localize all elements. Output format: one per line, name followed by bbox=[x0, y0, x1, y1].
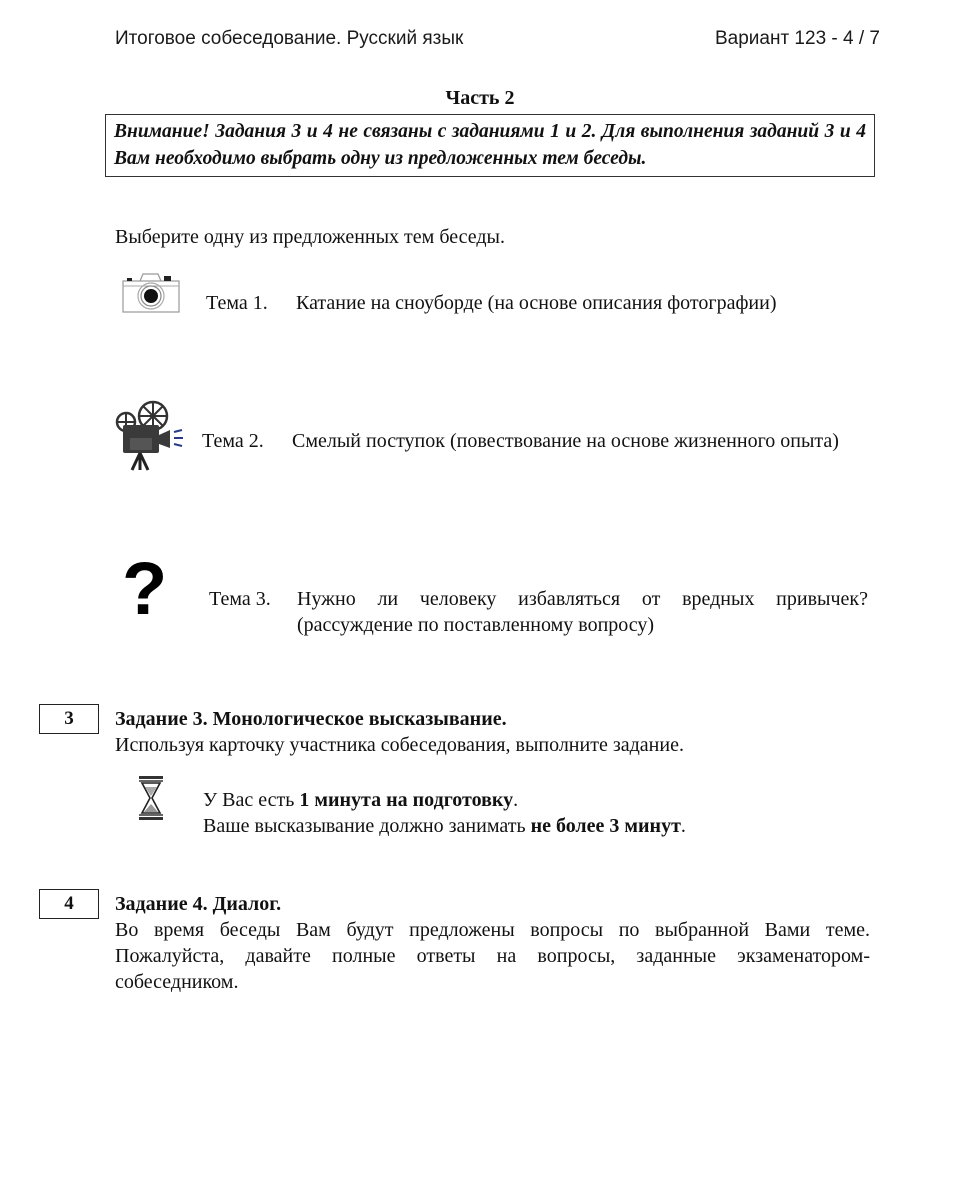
preparation-time: 1 минута на подготовку bbox=[299, 789, 514, 811]
task-4-instruction: Во время беседы Вам будут предложены вопросы по выбранной Вами теме. Пожалуйста, давайте полные ответы на вопросы, заданные экзаменатором-собеседником. bbox=[115, 919, 870, 993]
answer-time-line: Ваше высказывание должно занимать не более 3 минут. bbox=[203, 815, 686, 837]
topic-1-label: Тема 1. bbox=[206, 292, 268, 314]
task-3-number-box: 3 bbox=[39, 704, 99, 734]
topic-3-label: Тема 3. bbox=[209, 588, 271, 610]
task-3-title: Задание 3. Монологическое высказывание. bbox=[115, 708, 507, 730]
task-3-timer-info bbox=[203, 787, 686, 839]
attention-notice-box: Внимание! Задания 3 и 4 не связаны с заданиями 1 и 2. Для выполнения заданий 3 и 4 Вам необходимо выбрать одну из предложенных тем беседы. bbox=[105, 114, 875, 177]
part-title: Часть 2 bbox=[445, 87, 515, 109]
preparation-time-line: У Вас есть 1 минута на подготовку. bbox=[203, 789, 519, 811]
topic-2-label: Тема 2. bbox=[202, 430, 264, 452]
task-4 bbox=[115, 891, 870, 995]
film-projector-icon bbox=[110, 400, 190, 472]
question-mark-icon: ? bbox=[122, 547, 168, 630]
document-header-title: Итоговое собеседование. Русский язык bbox=[115, 28, 464, 49]
task-4-number-box: 4 bbox=[39, 889, 99, 919]
variant-page-number: Вариант 123 - 4 / 7 bbox=[714, 28, 880, 49]
camera-icon bbox=[122, 272, 180, 314]
topic-1-text: Катание на сноуборде (на основе описания фотографии) bbox=[296, 292, 777, 314]
topic-2-text: Смелый поступок (повествование на основе жизненного опыта) bbox=[292, 430, 839, 452]
task-4-title: Задание 4. Диалог. bbox=[115, 893, 282, 915]
topics-intro: Выберите одну из предложенных тем беседы. bbox=[115, 226, 505, 248]
answer-time-limit: не более 3 минут bbox=[530, 815, 681, 837]
topic-3-text: Нужно ли человеку избавляться от вредных привычек? (рассуждение по поставленному вопросу) bbox=[297, 588, 868, 636]
task-3-instruction: Используя карточку участника собеседования, выполните задание. bbox=[115, 734, 684, 756]
task-3 bbox=[115, 706, 870, 758]
hourglass-icon bbox=[138, 775, 164, 821]
